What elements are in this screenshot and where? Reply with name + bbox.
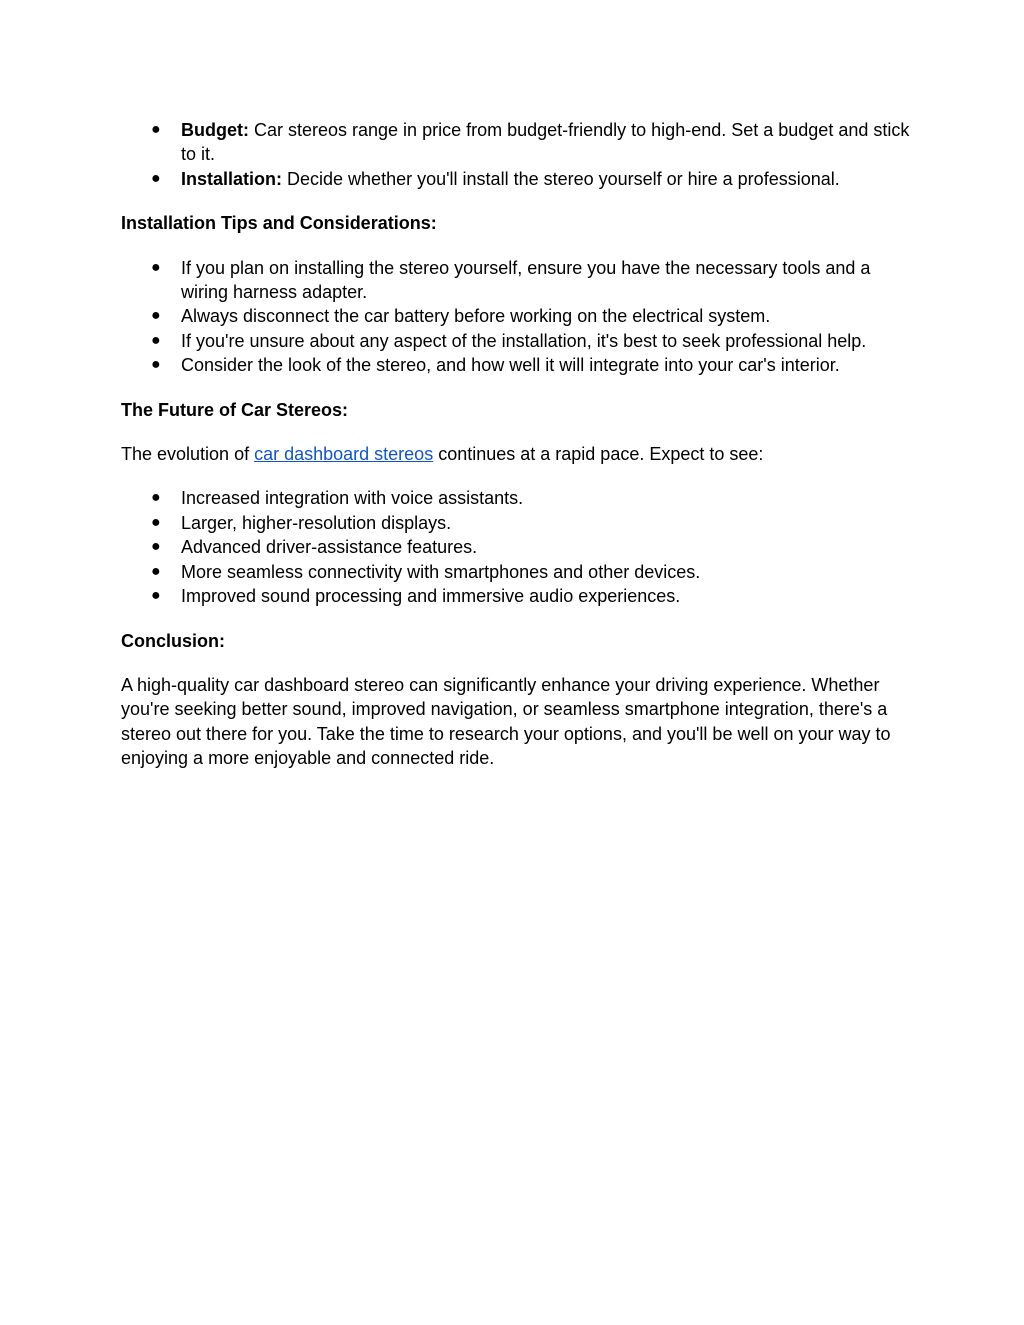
- item-text: Larger, higher-resolution displays.: [181, 512, 452, 533]
- section-heading: Conclusion:: [121, 630, 225, 651]
- list-item: [121, 584, 911, 608]
- list-item: [121, 511, 911, 535]
- list-item: [121, 560, 911, 584]
- bullet-icon: ●: [151, 538, 161, 556]
- list-item: [121, 486, 911, 510]
- bullet-icon: ●: [151, 331, 161, 349]
- bullet-icon: ●: [151, 258, 161, 276]
- item-label: Installation:: [181, 168, 283, 189]
- item-text: Increased integration with voice assistants.: [181, 488, 524, 509]
- item-text: More seamless connectivity with smartphones and other devices.: [181, 561, 701, 582]
- bullet-icon: ●: [151, 489, 161, 507]
- item-text: Consider the look of the stereo, and how well it will integrate into your car's interior.: [181, 355, 840, 376]
- list-item: [121, 304, 911, 328]
- section-heading: The Future of Car Stereos:: [121, 399, 349, 420]
- item-text: Decide whether you'll install the stereo yourself or hire a professional.: [282, 168, 840, 189]
- installation-bullet-list: [121, 256, 911, 378]
- list-item: [121, 256, 911, 305]
- item-text: Advanced driver-assistance features.: [181, 537, 478, 558]
- section-heading: Installation Tips and Considerations:: [121, 213, 437, 234]
- list-item: [121, 353, 911, 377]
- item-text: If you're unsure about any aspect of the installation, it's best to seek professional help.: [181, 330, 867, 351]
- bullet-icon: ●: [151, 562, 161, 580]
- bullet-icon: ●: [151, 169, 161, 187]
- bullet-icon: ●: [151, 307, 161, 325]
- list-item: [121, 118, 911, 167]
- future-intro-paragraph: [121, 442, 911, 466]
- intro-text-after: continues at a rapid pace. Expect to see:: [433, 444, 764, 465]
- bullet-icon: ●: [151, 121, 161, 138]
- future-bullet-list: [121, 486, 911, 608]
- item-text: If you plan on installing the stereo yourself, ensure you have the necessary tools and a wiring harness adapter.: [181, 257, 871, 303]
- item-text: Always disconnect the car battery before working on the electrical system.: [181, 306, 771, 327]
- intro-text-before: The evolution of: [121, 444, 255, 465]
- conclusion-paragraph: A high-quality car dashboard stereo can significantly enhance your driving experience. Whether you're seeking better sound, improved navigation, or seamless smartphone integration, there's a stereo out there for you. Take the time to research your options, and you'll be well on your way to enjoying a more enjoyable and connected ride.: [121, 674, 891, 769]
- item-text: Car stereos range in price from budget-friendly to high-end. Set a budget and stick to it.: [181, 120, 910, 165]
- item-text: Improved sound processing and immersive audio experiences.: [181, 586, 681, 607]
- list-item: [121, 535, 911, 559]
- list-item: [121, 329, 911, 353]
- document-page: [121, 118, 911, 771]
- item-label: Budget:: [181, 120, 249, 140]
- bullet-icon: ●: [151, 587, 161, 605]
- bullet-icon: ●: [151, 356, 161, 374]
- car-dashboard-stereos-link[interactable]: car dashboard stereos: [254, 444, 434, 465]
- top-bullet-list: [121, 118, 911, 191]
- bullet-icon: ●: [151, 513, 161, 531]
- list-item: [121, 167, 911, 191]
